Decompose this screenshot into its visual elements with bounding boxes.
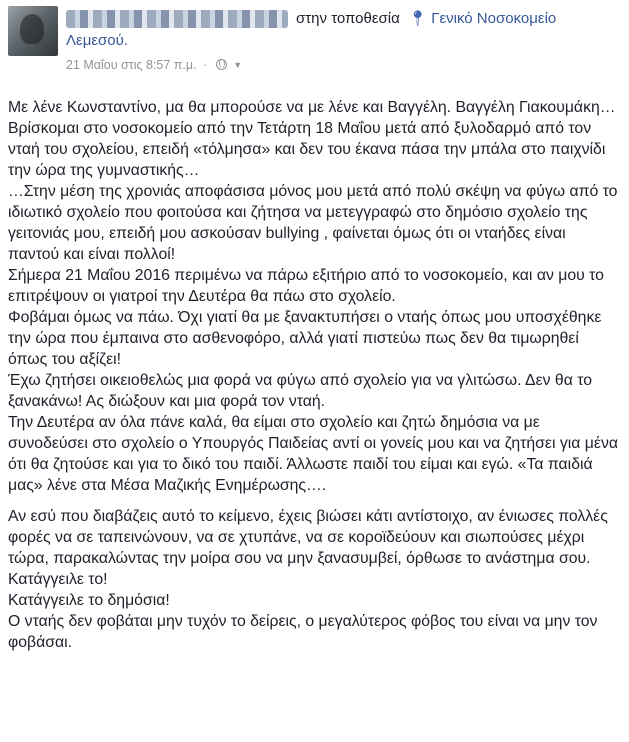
post-paragraph: Φοβάμαι όμως να πάω. Όχι γιατί θα με ξανακτυπήσει ο νταής όπως μου υποσχέθηκε την ώρα που έμπαινα στο ασθενοφόρο, αλλά γιατί πιστεύω πως δεν θα τιμωρηθεί όπως του αξίζει!: [8, 309, 602, 368]
avatar[interactable]: [8, 6, 58, 56]
post-paragraph: Αν εσύ που διαβάζεις αυτό το κείμενο, έχεις βιώσει κάτι αντίστοιχο, αν ένιωσες πολλές φορές να σε ταπεινώνουν, να σε χτυπάνε, να σε κοροϊδεύουν και σιωπούσες μέχρι τώρα, παρακαλώντας την μοίρα σου να μην ξανασυμβεί, όρθωσε το ανάστημα σου. Κατάγγειλε το!: [8, 508, 608, 588]
location-link-continued[interactable]: Λεμεσού.: [66, 32, 129, 49]
post-timestamp[interactable]: 21 Μαΐου στις 8:57 π.μ.: [66, 58, 197, 72]
post-paragraph: Κατάγγειλε το δημόσια!: [8, 592, 170, 609]
post-paragraph: Την Δευτέρα αν όλα πάνε καλά, θα είμαι στο σχολείο και ζητώ δημόσια να με συνοδεύσει στο σχολείο ο Υπουργός Παιδείας αντί οι γονείς μου και να ζητήσει για μένα ότι θα ζητούσε και για το δικό του παιδί. Άλλωστε παιδί του είμαι και εγώ. «Τα παιδιά μας» λένε στα Μέσα Μαζικής Ενημέρωσης….: [8, 414, 618, 494]
post-paragraph: Σήμερα 21 Μαΐου 2016 περιμένω να πάρω εξιτήριο από το νοσοκομείο, και αν μου το επιτρέψουν οι γιατροί την Δευτέρα θα πάω στο σχολείο.: [8, 267, 604, 305]
location-prefix: στην τοποθεσία: [296, 10, 400, 27]
post-header: [0, 0, 629, 90]
post-paragraph: Ο νταής δεν φοβάται μην τυχόν το δείρεις, ο μεγαλύτερος φόβος του είναι να μην τον φοβάσαι.: [8, 613, 598, 651]
location-link[interactable]: Γενικό Νοσοκομείο: [431, 10, 557, 27]
post-meta: [66, 58, 242, 72]
location-line: [296, 9, 556, 27]
caret-down-icon[interactable]: ▼: [233, 60, 243, 70]
post-paragraph: …Στην μέση της χρονιάς αποφάσισα μόνος μου μετά από πολύ σκέψη να φύγω από το ιδιωτικό σχολείο που φοιτούσα και ζήτησα να μετεγγραφώ στο δημόσιο σχολείο της γειτονιάς μου, επειδή μου ασκούσαν bullying , φαίνεται όμως ότι οι νταήδες είναι παντού και είναι πολλοί!: [8, 183, 618, 263]
meta-separator: ·: [203, 58, 208, 72]
globe-icon[interactable]: [216, 59, 227, 70]
post-body: [8, 97, 620, 653]
post-paragraph: Έχω ζητήσει οικειοθελώς μια φορά να φύγω από σχολείο για να γλιτώσω. Δεν θα το ξανακάνω! Ας διώξουν και μια φορά τον νταή.: [8, 372, 593, 410]
avatar-silhouette: [20, 14, 44, 44]
post-paragraph: Με λένε Κωνσταντίνο, μα θα μπορούσε να με λένε και Βαγγέλη. Βαγγέλη Γιακουμάκη…: [8, 99, 616, 116]
author-name-redacted[interactable]: [66, 10, 288, 28]
location-pin-icon: 📍︎: [407, 10, 428, 27]
post-paragraph: Βρίσκομαι στο νοσοκομείο από την Τετάρτη 18 Μαΐου μετά από ξυλοδαρμό από τον νταή του σχολείου, επειδή «τόλμησα» και δεν του έκανα πάσα την μπάλα στο παιχνίδι την ώρα της γυμναστικής…: [8, 120, 606, 179]
